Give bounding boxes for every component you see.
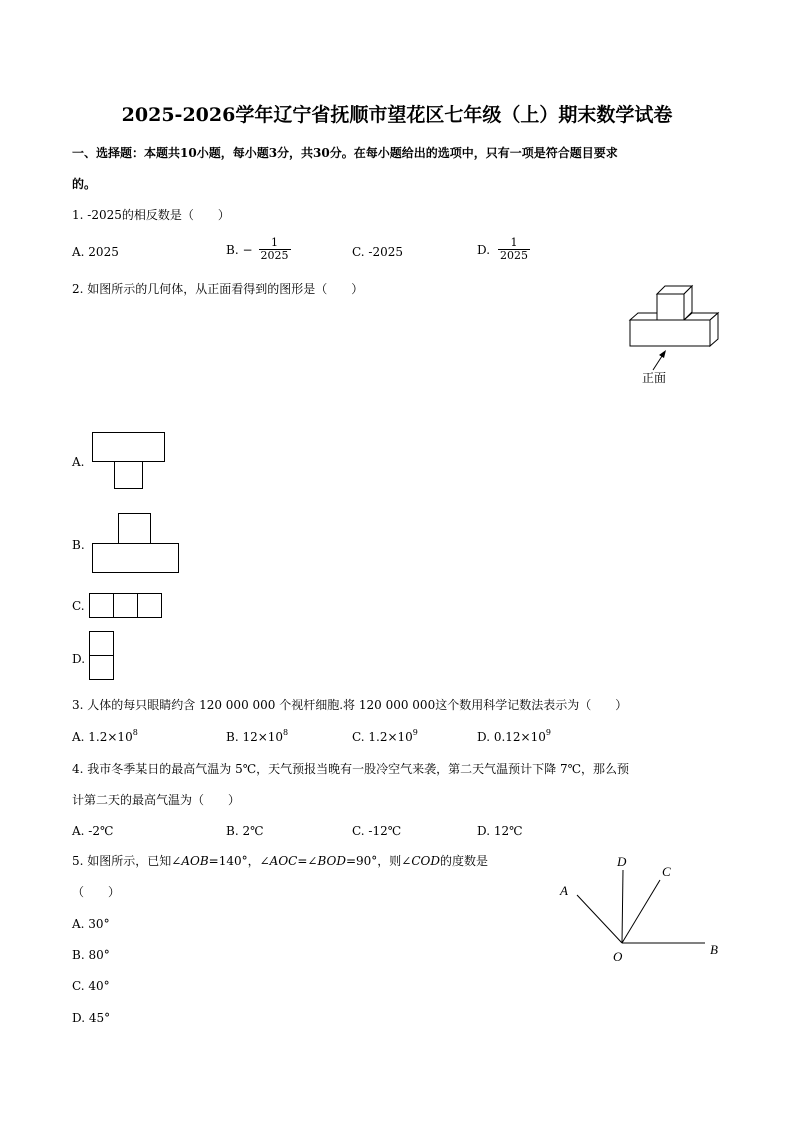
label-a: A <box>560 883 568 898</box>
question-5-stem-line1 <box>72 853 488 869</box>
label-o: O <box>613 949 623 964</box>
question-5-option-c: C. 40° <box>72 979 110 993</box>
section-instructions-line2: 的。 <box>72 177 97 191</box>
question-3-option-b <box>226 729 288 745</box>
option-d-numerator: 1 <box>510 236 518 249</box>
option-d-prefix: D. <box>477 242 491 257</box>
question-5-option-d: D. 45° <box>72 1011 111 1025</box>
label-d: D <box>617 854 627 869</box>
top-cube-front-face <box>657 294 684 321</box>
angle-figure <box>552 850 732 970</box>
option-b-numerator: 1 <box>271 236 279 249</box>
label-c: C <box>662 864 671 879</box>
base-top-face-left <box>630 313 657 320</box>
question-4-stem-line2: 计第二天的最高气温为（ ） <box>72 793 241 807</box>
q5-angle-bod: BOD <box>317 854 346 868</box>
option-a-figure <box>90 431 168 491</box>
question-1-option-c: C. -2025 <box>352 245 403 259</box>
q5-angle-aoc: AOC <box>269 854 298 868</box>
option-a-exponent: 8 <box>132 728 138 737</box>
q5-text-2: =140°，∠ <box>208 854 270 868</box>
option-c-square-2 <box>114 594 138 618</box>
question-2-stem: 2. 如图所示的几何体，从正面看得到的图形是（ ） <box>72 282 364 296</box>
question-2-option-a: A. <box>72 455 85 469</box>
option-b-bottom-rect <box>93 544 179 573</box>
option-b-fraction <box>259 237 291 262</box>
option-c-exponent: 9 <box>412 728 418 737</box>
option-b-figure <box>90 512 182 575</box>
question-4-option-c: C. -12℃ <box>352 824 402 838</box>
option-a-bottom-square <box>115 462 143 489</box>
option-c-square-3 <box>138 594 162 618</box>
option-c-figure <box>88 592 164 619</box>
question-1-option-a: A. 2025 <box>72 245 119 259</box>
option-c-square-1 <box>90 594 114 618</box>
q5-angle-aob: AOB <box>181 854 209 868</box>
q5-angle-cod: COD <box>411 854 440 868</box>
question-1-option-d <box>477 237 530 262</box>
question-3-option-d <box>477 729 551 745</box>
option-b-prefix: B. − <box>226 242 253 257</box>
question-5-stem-line2: （ ） <box>72 885 121 899</box>
base-front-face <box>630 320 710 346</box>
question-5-option-a: A. 30° <box>72 917 110 931</box>
question-1-option-b <box>226 237 291 262</box>
q5-text-4: =90°，则∠ <box>345 854 412 868</box>
question-2-option-d: D. <box>72 652 86 666</box>
ray-od <box>622 870 623 943</box>
q5-text-5: 的度数是 <box>440 854 489 868</box>
page-title: 2025-2026学年辽宁省抚顺市望花区七年级（上）期末数学试卷 <box>121 104 673 126</box>
option-d-fraction <box>498 237 530 262</box>
option-b-base: B. 12×10 <box>226 730 284 744</box>
q5-text-3: =∠ <box>297 854 318 868</box>
ray-oa <box>577 895 622 943</box>
label-b: B <box>710 942 718 957</box>
section-instructions-line1: 一、选择题：本题共10小题，每小题3分，共30分。在每小题给出的选项中，只有一项是符合题目要求 <box>72 146 618 160</box>
option-d-square-1 <box>90 632 114 656</box>
question-1-stem: 1. -2025的相反数是（ ） <box>72 208 230 222</box>
front-view-arrowhead <box>659 350 666 358</box>
question-4-stem-line1: 4. 我市冬季某日的最高气温为 5℃，天气预报当晚有一股冷空气来袭，第二天气温预计下降 7℃，那么预 <box>72 762 630 776</box>
question-3-option-c <box>352 729 418 745</box>
q5-text-1: 5. 如图所示，已知∠ <box>72 854 182 868</box>
question-2-option-c: C. <box>72 599 85 613</box>
option-b-denominator: 2025 <box>260 249 289 262</box>
option-b-top-square <box>119 514 151 544</box>
option-d-exponent: 9 <box>545 728 551 737</box>
question-2-option-b: B. <box>72 538 85 552</box>
question-5-option-b: B. 80° <box>72 948 110 962</box>
solid-figure <box>622 280 726 390</box>
question-4-option-d: D. 12℃ <box>477 824 523 838</box>
question-4-option-a: A. -2℃ <box>72 824 114 838</box>
ray-oc <box>622 880 660 943</box>
option-d-denominator: 2025 <box>500 249 529 262</box>
question-3-stem: 3. 人体的每只眼睛约含 120 000 000 个视杆细胞.将 120 000 000这个数用科学记数法表示为（ ） <box>72 698 628 712</box>
option-d-figure <box>88 630 116 682</box>
option-b-exponent: 8 <box>283 728 289 737</box>
option-d-base: D. 0.12×10 <box>477 730 546 744</box>
option-a-top-rect <box>93 433 165 462</box>
option-a-base: A. 1.2×10 <box>72 730 133 744</box>
question-3-option-a <box>72 729 138 745</box>
option-c-base: C. 1.2×10 <box>352 730 413 744</box>
front-view-label: 正面 <box>642 371 667 385</box>
question-4-option-b: B. 2℃ <box>226 824 264 838</box>
option-d-square-2 <box>90 656 114 680</box>
